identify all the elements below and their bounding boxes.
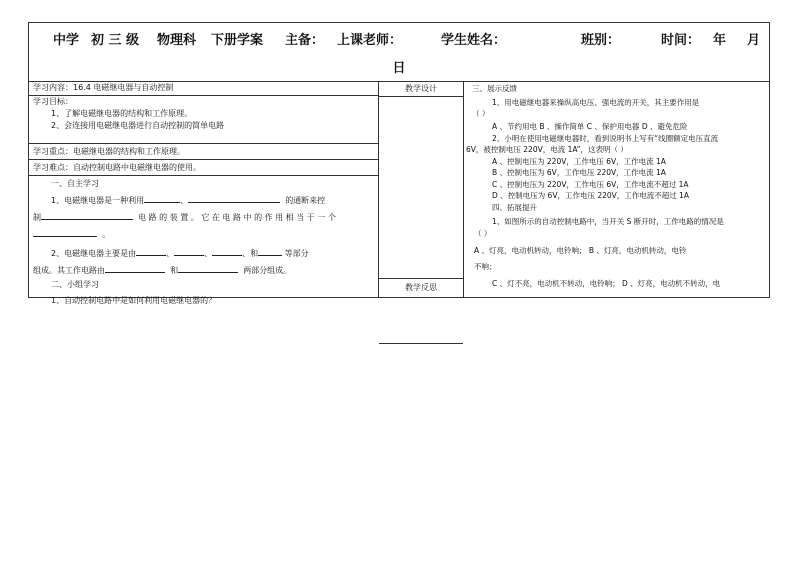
book: 下册学案 — [211, 33, 264, 48]
goals-title: 学习目标： — [33, 97, 73, 106]
feedback-q2-option-b: B 、控制电压为 6V，工作电压 220V，工作电流 1A — [492, 168, 666, 177]
q2-text-b: 、 — [166, 249, 175, 258]
feedback-q2: 2、小明在使用电磁继电器时，看到说明书上写有“线圈额定电压直流 — [492, 134, 719, 143]
blank[interactable] — [144, 194, 180, 203]
grade: 初 三 级 — [91, 33, 140, 48]
q1-text-c: 的通断来控 — [285, 196, 326, 205]
teaching-design-label: 教学设计 — [405, 84, 437, 93]
q2-text-f: 组成。其工作电路由 — [33, 266, 105, 275]
author-label: 主备： — [285, 33, 325, 48]
feedback-q1-options: A 、节约用电 B 、操作简单 C 、保护用电器 D 、避免危险 — [492, 122, 688, 131]
blank[interactable] — [136, 247, 166, 256]
group-study-title: 二、小组学习 — [51, 280, 99, 289]
q1-text-d: 制 — [33, 213, 41, 222]
teaching-reflection-label: 教学反思 — [405, 283, 437, 292]
extension-q1-option-b-cont: 不响； — [474, 262, 497, 271]
feedback-title: 三、展示反馈 — [472, 84, 517, 93]
goal-1: 1、了解电磁继电器的结构和工作原理。 — [51, 109, 193, 118]
question-2-line-1 — [33, 247, 378, 260]
blank[interactable] — [41, 211, 133, 220]
q2-text-d: 、和 — [242, 249, 259, 258]
year-label: 年 — [713, 33, 727, 48]
question-1-line-2 — [33, 211, 378, 224]
blank[interactable] — [258, 247, 282, 256]
goal-2: 2、会连接用电磁继电器进行自动控制的简单电路 — [51, 121, 225, 130]
content-table — [28, 82, 770, 305]
question-1-line-3 — [33, 228, 378, 241]
blank[interactable] — [212, 247, 242, 256]
extension-q1-option-cd: C 、灯不亮，电动机不转动，电铃响； D 、灯亮，电动机不转动，电 — [492, 279, 721, 288]
blank[interactable] — [174, 247, 204, 256]
reflection-header — [379, 278, 463, 298]
difficulty-point: 学习难点：自动控制电路中电磁继电器的使用。 — [33, 163, 201, 172]
study-row — [29, 176, 378, 305]
feedback-q2-option-d: D 、控制电压为 6V，工作电压 220V，工作电流不超过 1A — [492, 191, 690, 200]
self-study-title: 一、自主学习 — [51, 179, 99, 188]
left-column — [29, 82, 379, 305]
content-row — [29, 82, 378, 96]
q2-text-c: 、 — [204, 249, 213, 258]
q2-text-h: 两部分组成。 — [243, 266, 292, 275]
q2-text-a: 2、电磁继电器主要是由 — [51, 249, 137, 258]
question-1-line-1 — [33, 194, 378, 207]
design-space — [379, 96, 463, 344]
extension-title: 四、拓展提升 — [492, 203, 537, 212]
day-label: 日 — [392, 61, 406, 76]
extension-q1-option-ab: A 、灯亮，电动机转动，电铃响； B 、灯亮，电动机转动，电铃 — [474, 246, 687, 255]
goals-row — [29, 96, 378, 144]
q1-text-e: 电 路 的 装 置 。 它 在 电 路 中 的 作 用 相 当 于 一 个 — [138, 213, 336, 222]
design-header — [379, 82, 463, 97]
teacher-label: 上课老师： — [337, 33, 403, 48]
key-row — [29, 144, 378, 160]
q2-text-g: 和 — [170, 266, 179, 275]
feedback-q1-paren: （ ） — [472, 109, 490, 118]
feedback-q2-option-a: A 、控制电压为 220V，工作电压 6V，工作电流 1A — [492, 157, 666, 166]
feedback-q1: 1、用电磁继电器来操纵高电压、强电流的开关，其主要作用是 — [492, 98, 700, 107]
feedback-q2-option-c: C 、控制电压为 220V，工作电压 6V，工作电流不超过 1A — [492, 180, 689, 189]
group-question-1: 1、自动控制电路中是如何利用电磁继电器的？ — [51, 296, 217, 305]
student-label: 学生姓名： — [441, 33, 507, 48]
worksheet — [28, 22, 770, 305]
extension-q1-paren: （ ） — [474, 229, 492, 238]
blank[interactable] — [33, 228, 97, 237]
subject: 物理科 — [157, 33, 197, 48]
feedback-q2-cont: 6V，被控制电压 220V，电流 1A”，这表明（ ） — [466, 145, 628, 154]
q1-text-b: 、 — [180, 196, 189, 205]
month-label: 月 — [747, 33, 761, 48]
learning-content: 学习内容：16.4 电磁继电器与自动控制 — [33, 83, 174, 92]
key-point: 学习重点：电磁继电器的结构和工作原理。 — [33, 147, 185, 156]
extension-q1: 1、如图所示的自动控制电路中，当开关 S 断开时，工作电路的情况是 — [492, 217, 724, 226]
question-2-line-2 — [33, 264, 378, 277]
right-column — [464, 82, 771, 297]
class-label: 班别： — [581, 33, 621, 48]
blank[interactable] — [105, 264, 165, 273]
header-table — [28, 22, 770, 82]
blank[interactable] — [178, 264, 238, 273]
middle-column — [379, 82, 464, 297]
time-label: 时间： — [661, 33, 701, 48]
q2-text-e: 等部分 — [284, 249, 309, 258]
q1-text-a: 1、电磁继电器是一种利用 — [51, 196, 145, 205]
header-cell — [29, 23, 770, 82]
difficulty-row — [29, 160, 378, 176]
blank[interactable] — [188, 194, 280, 203]
q1-text-f: 。 — [102, 230, 111, 239]
school: 中学 — [53, 33, 80, 48]
